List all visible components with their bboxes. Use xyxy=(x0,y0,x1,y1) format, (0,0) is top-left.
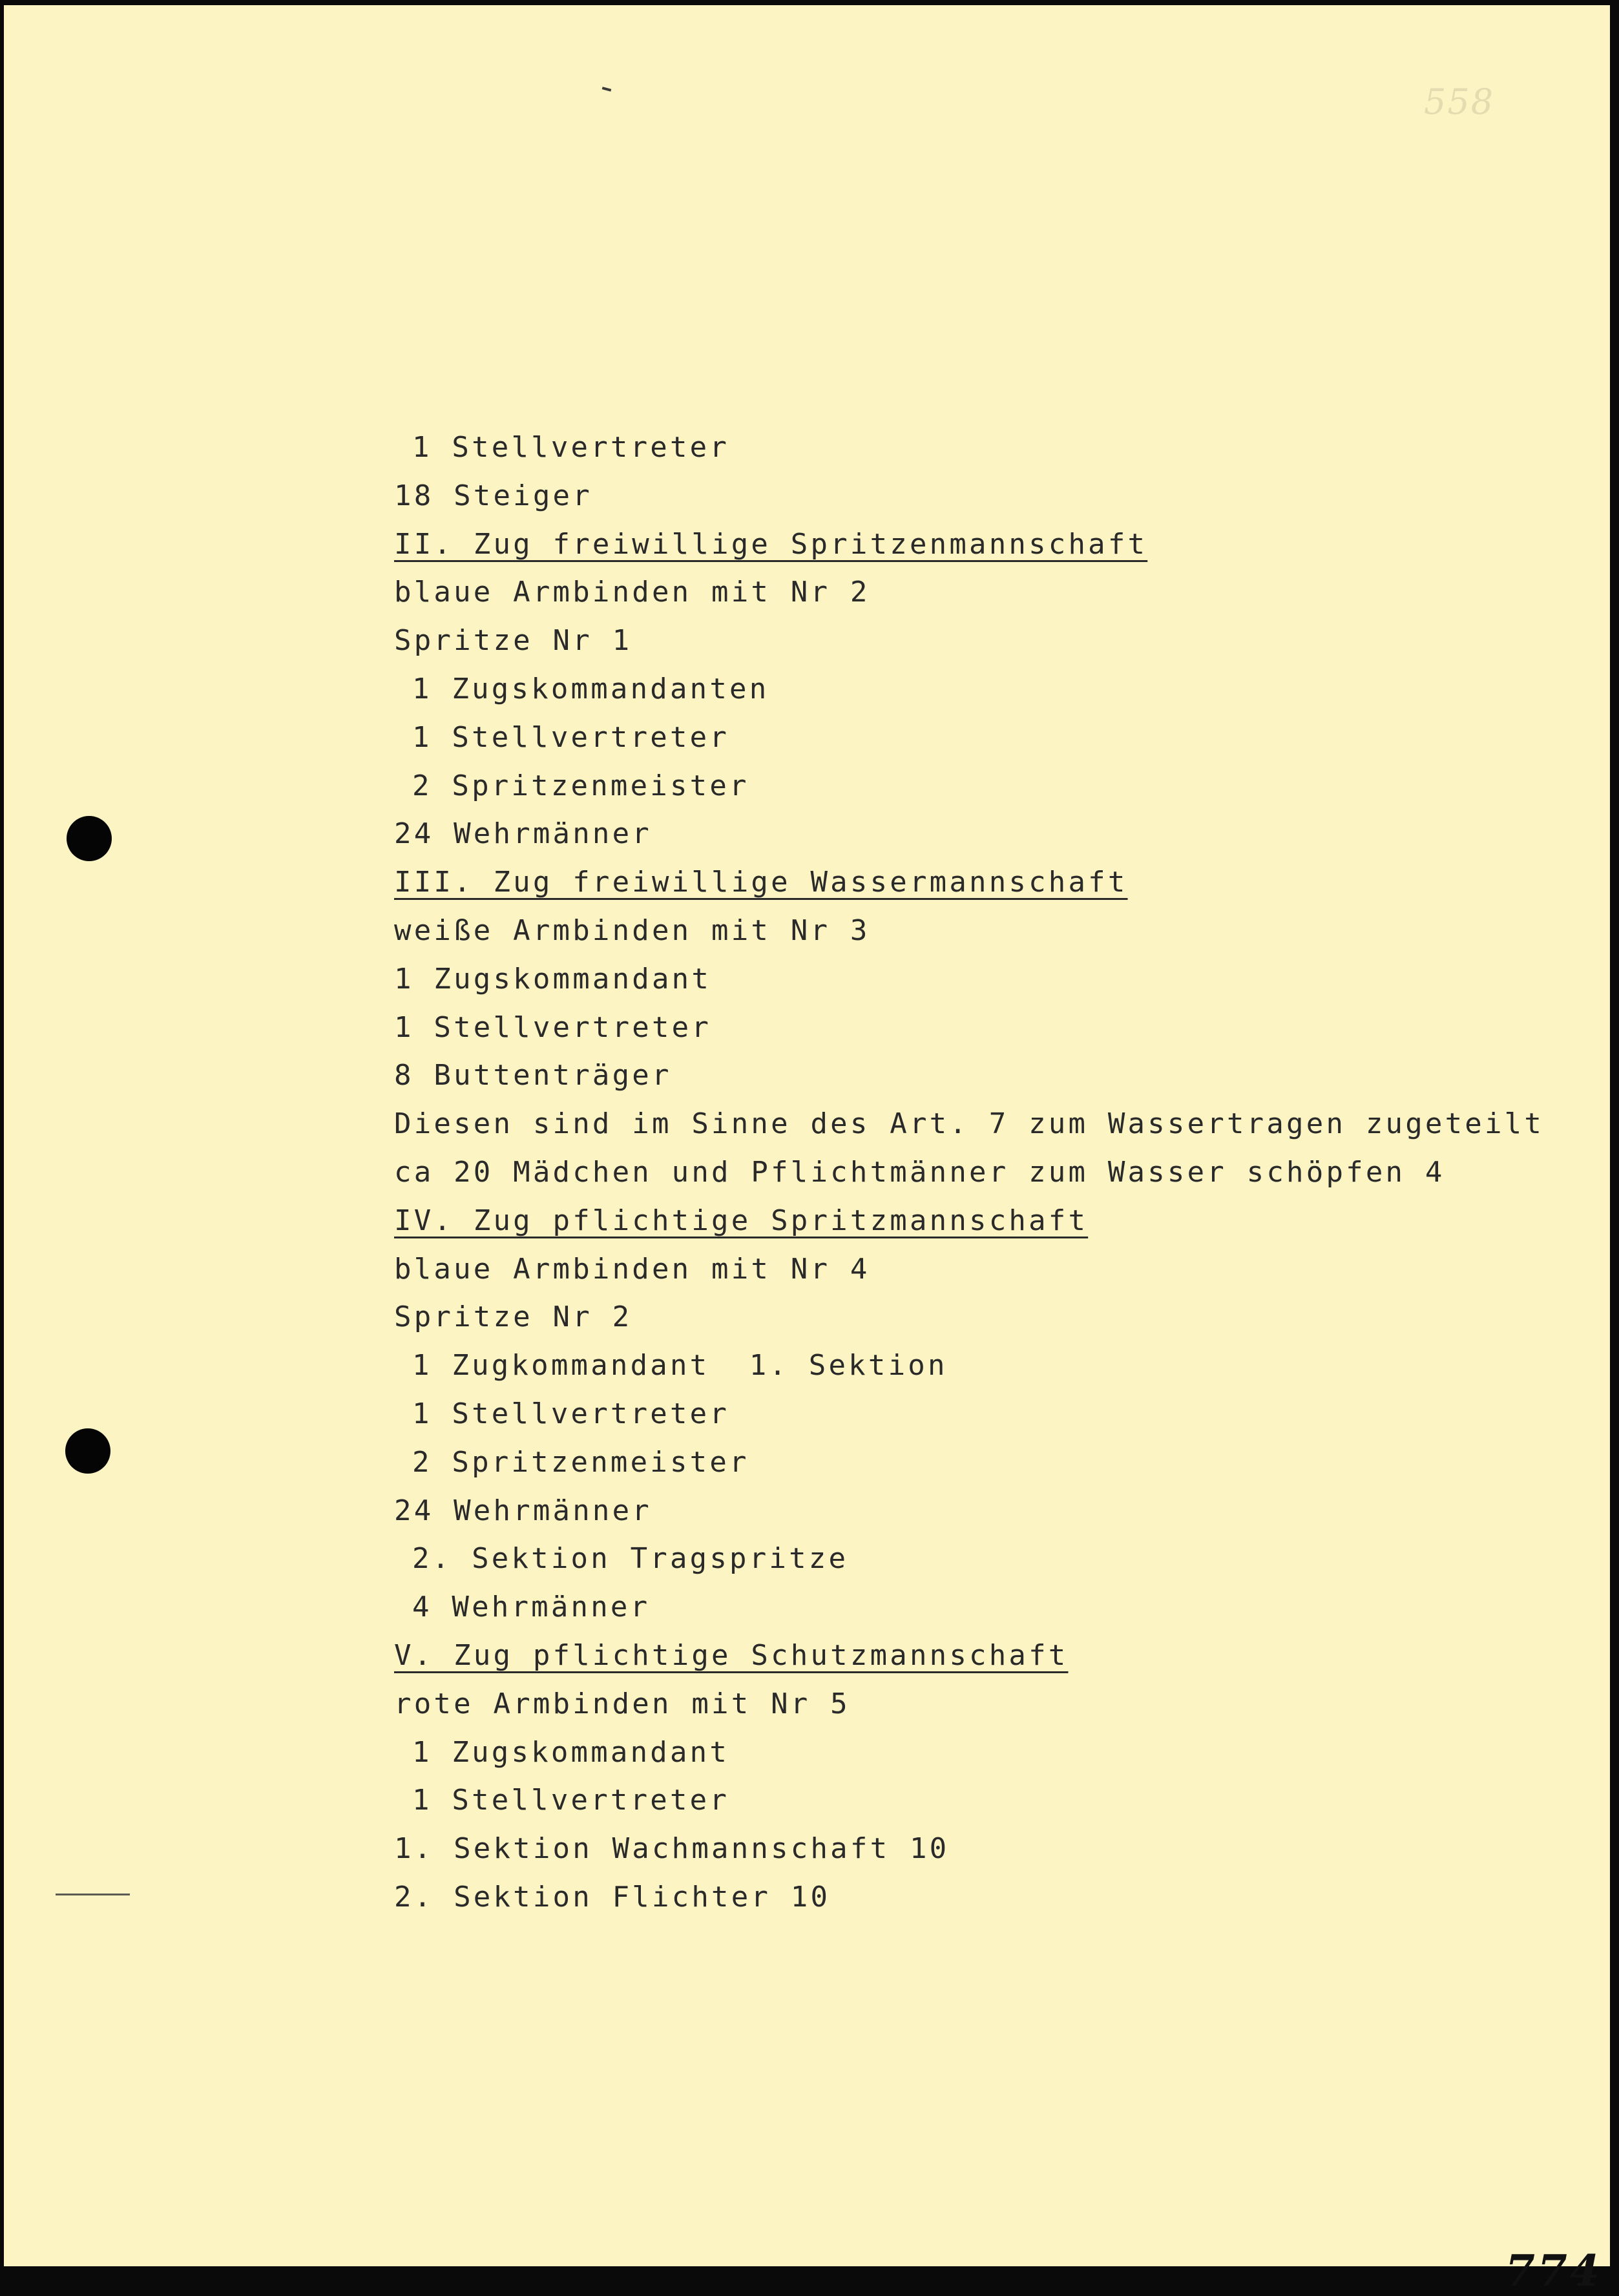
text-line xyxy=(394,569,1544,617)
text-line xyxy=(394,617,1544,665)
text-line xyxy=(394,762,1544,811)
line-text: 2. Sektion Tragspritze xyxy=(412,1542,849,1576)
line-text: 1 Zugkommandant 1. Sektion xyxy=(412,1349,948,1383)
text-line xyxy=(394,1873,1544,1922)
fold-mark xyxy=(56,1894,130,1895)
line-text: 1 Stellvertreter xyxy=(412,431,730,464)
text-line xyxy=(394,1390,1544,1439)
text-line xyxy=(394,1583,1544,1632)
punch-hole-bottom xyxy=(65,1428,110,1474)
line-text: 1 Stellvertreter xyxy=(394,1010,712,1044)
line-text: 1 Stellvertreter xyxy=(412,1784,730,1817)
text-line xyxy=(394,1100,1544,1149)
section-heading xyxy=(394,1197,1544,1246)
document-page xyxy=(4,5,1610,2296)
line-text: 1 Zugskommandant xyxy=(412,1735,730,1769)
line-text: Spritze Nr 2 xyxy=(394,1300,632,1334)
text-line xyxy=(394,1293,1544,1342)
text-line xyxy=(394,424,1544,472)
line-text: 8 Buttenträger xyxy=(394,1059,672,1092)
text-line xyxy=(394,1052,1544,1100)
text-line xyxy=(394,1439,1544,1487)
text-line xyxy=(394,907,1544,955)
section-heading xyxy=(394,1632,1544,1680)
line-text: III. Zug freiwillige Wassermannschaft xyxy=(394,866,1128,899)
line-text: 2 Spritzenmeister xyxy=(412,1445,749,1479)
line-text: 24 Wehrmänner xyxy=(394,1494,652,1527)
pen-tick-mark xyxy=(602,87,612,91)
punch-hole-top xyxy=(67,816,112,861)
text-line xyxy=(394,1729,1544,1777)
faded-archive-number: 558 xyxy=(1424,81,1495,122)
line-text: II. Zug freiwillige Spritzenmannschaft xyxy=(394,527,1148,561)
section-heading xyxy=(394,859,1544,907)
text-line xyxy=(394,1342,1544,1390)
text-line xyxy=(394,714,1544,762)
line-text: 1 Stellvertreter xyxy=(412,1397,730,1430)
text-line xyxy=(394,1246,1544,1294)
line-text: Diesen sind im Sinne des Art. 7 zum Wassertragen zugeteilt xyxy=(394,1107,1545,1141)
line-text: IV. Zug pflichtige Spritzmannschaft xyxy=(394,1204,1089,1237)
line-text: Spritze Nr 1 xyxy=(394,624,632,658)
text-line xyxy=(394,955,1544,1004)
line-text: 1. Sektion Wachmannschaft 10 xyxy=(394,1832,950,1866)
line-text: 2. Sektion Flichter 10 xyxy=(394,1880,831,1914)
line-text: 1 Zugskommandant xyxy=(394,962,712,996)
section-heading xyxy=(394,521,1544,569)
text-line xyxy=(394,1487,1544,1536)
text-line xyxy=(394,1825,1544,1873)
text-line xyxy=(394,1149,1544,1197)
text-line xyxy=(394,665,1544,714)
line-text: 1 Stellvertreter xyxy=(412,720,730,754)
line-text: weiße Armbinden mit Nr 3 xyxy=(394,913,870,947)
text-line xyxy=(394,1680,1544,1729)
text-line xyxy=(394,1777,1544,1825)
text-line xyxy=(394,1535,1544,1583)
handwritten-page-number: 774 xyxy=(1505,2246,1602,2296)
line-text: rote Armbinden mit Nr 5 xyxy=(394,1687,850,1720)
line-text: blaue Armbinden mit Nr 4 xyxy=(394,1252,870,1286)
line-text: 2 Spritzenmeister xyxy=(412,769,749,802)
line-text: blaue Armbinden mit Nr 2 xyxy=(394,576,870,609)
line-text: 1 Zugskommandanten xyxy=(412,672,769,705)
text-line xyxy=(394,1004,1544,1052)
text-line xyxy=(394,472,1544,521)
typed-text-body xyxy=(394,424,1544,1922)
line-text: 24 Wehrmänner xyxy=(394,817,652,851)
line-text: ca 20 Mädchen und Pflichtmänner zum Wasser schöpfen 4 xyxy=(394,1155,1445,1189)
line-text: 4 Wehrmänner xyxy=(412,1591,651,1624)
line-text: 18 Steiger xyxy=(394,479,592,512)
text-line xyxy=(394,810,1544,859)
line-text: V. Zug pflichtige Schutzmannschaft xyxy=(394,1638,1069,1672)
